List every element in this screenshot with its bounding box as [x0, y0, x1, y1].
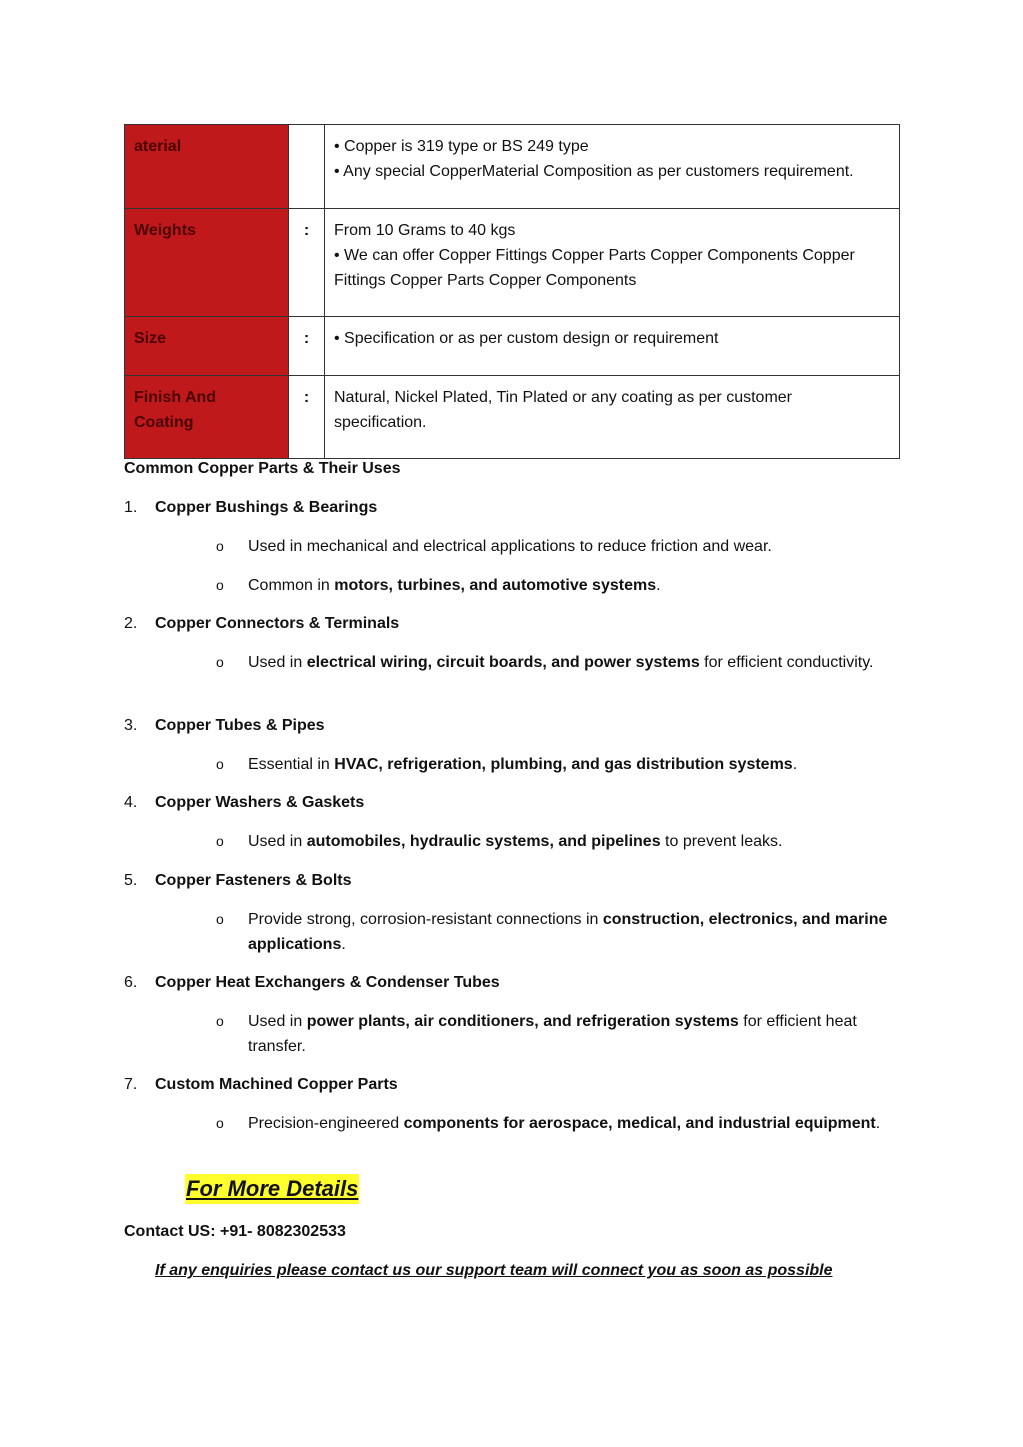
list-item-title: Copper Washers & Gaskets [155, 794, 365, 811]
bullet-circle-icon: o [216, 1115, 224, 1131]
spec-separator: : [289, 209, 325, 317]
spec-separator: : [289, 317, 325, 376]
spec-value [325, 317, 900, 376]
list-number: 1. [124, 499, 138, 516]
spec-value-line: Natural, Nickel Plated, Tin Plated or any coating as per customer [334, 389, 792, 406]
bullet-circle-icon: o [216, 833, 224, 849]
bullet-circle-icon: o [216, 654, 224, 670]
spec-value [325, 209, 900, 317]
spec-value-line: specification. [334, 414, 427, 431]
spec-value [325, 376, 900, 459]
spec-separator [289, 125, 325, 209]
more-details-heading: For More Details [185, 1174, 359, 1204]
list-number: 6. [124, 974, 138, 991]
list-item-title: Copper Tubes & Pipes [155, 717, 325, 734]
spec-label: Finish And Coating [125, 376, 289, 459]
sub-bullet-text: Used in mechanical and electrical applications to reduce friction and wear. [248, 538, 772, 555]
list-number: 2. [124, 615, 138, 632]
list-item-title: Copper Fasteners & Bolts [155, 872, 352, 889]
spec-value-line: • Copper is 319 type or BS 249 type [334, 138, 589, 155]
spec-label: Weights [125, 209, 289, 317]
list-number: 4. [124, 794, 138, 811]
spec-value-line: • Specification or as per custom design or requirement [334, 330, 719, 347]
list-item-title: Custom Machined Copper Parts [155, 1076, 398, 1093]
spec-row-weights [125, 209, 900, 317]
list-number: 7. [124, 1076, 138, 1093]
list-item-title: Copper Heat Exchangers & Condenser Tubes [155, 974, 500, 991]
spec-row-finish [125, 376, 900, 459]
bullet-circle-icon: o [216, 577, 224, 593]
spec-row-size [125, 317, 900, 376]
spec-value [325, 125, 900, 209]
bullet-circle-icon: o [216, 756, 224, 772]
enquiry-note: If any enquiries please contact us our support team will connect you as soon as possible [155, 1262, 833, 1279]
spec-value-line: • We can offer Copper Fittings Copper Parts Copper Components Copper [334, 247, 855, 264]
spec-row-material [125, 125, 900, 209]
bullet-circle-icon: o [216, 538, 224, 554]
sub-bullet-text: Used in power plants, air conditioners, and refrigeration systems for efficient heat transfer. [248, 1013, 857, 1055]
list-item-title: Copper Connectors & Terminals [155, 615, 400, 632]
section-heading: Common Copper Parts & Their Uses [124, 460, 401, 477]
spec-label: aterial [125, 125, 289, 209]
list-number: 3. [124, 717, 138, 734]
bullet-circle-icon: o [216, 1013, 224, 1029]
spec-separator: : [289, 376, 325, 459]
sub-bullet-text: Common in motors, turbines, and automotive systems. [248, 577, 661, 594]
list-number: 5. [124, 872, 138, 889]
spec-label: Size [125, 317, 289, 376]
spec-value-line: • Any special CopperMaterial Composition as per customers requirement. [334, 163, 854, 180]
sub-bullet-text: Used in automobiles, hydraulic systems, and pipelines to prevent leaks. [248, 833, 783, 850]
sub-bullet-text: Used in electrical wiring, circuit boards, and power systems for efficient conductivity. [248, 654, 874, 671]
contact-phone: Contact US: +91- 8082302533 [124, 1223, 346, 1240]
spec-value-line: From 10 Grams to 40 kgs [334, 222, 516, 239]
list-item-title: Copper Bushings & Bearings [155, 499, 378, 516]
sub-bullet-text: Precision-engineered components for aerospace, medical, and industrial equipment. [248, 1115, 881, 1132]
sub-bullet-text: Essential in HVAC, refrigeration, plumbing, and gas distribution systems. [248, 756, 798, 773]
sub-bullet-text: Provide strong, corrosion-resistant connections in construction, electronics, and marine applications. [248, 911, 888, 953]
bullet-circle-icon: o [216, 911, 224, 927]
specification-table [124, 124, 900, 459]
spec-value-line: Fittings Copper Parts Copper Components [334, 272, 637, 289]
